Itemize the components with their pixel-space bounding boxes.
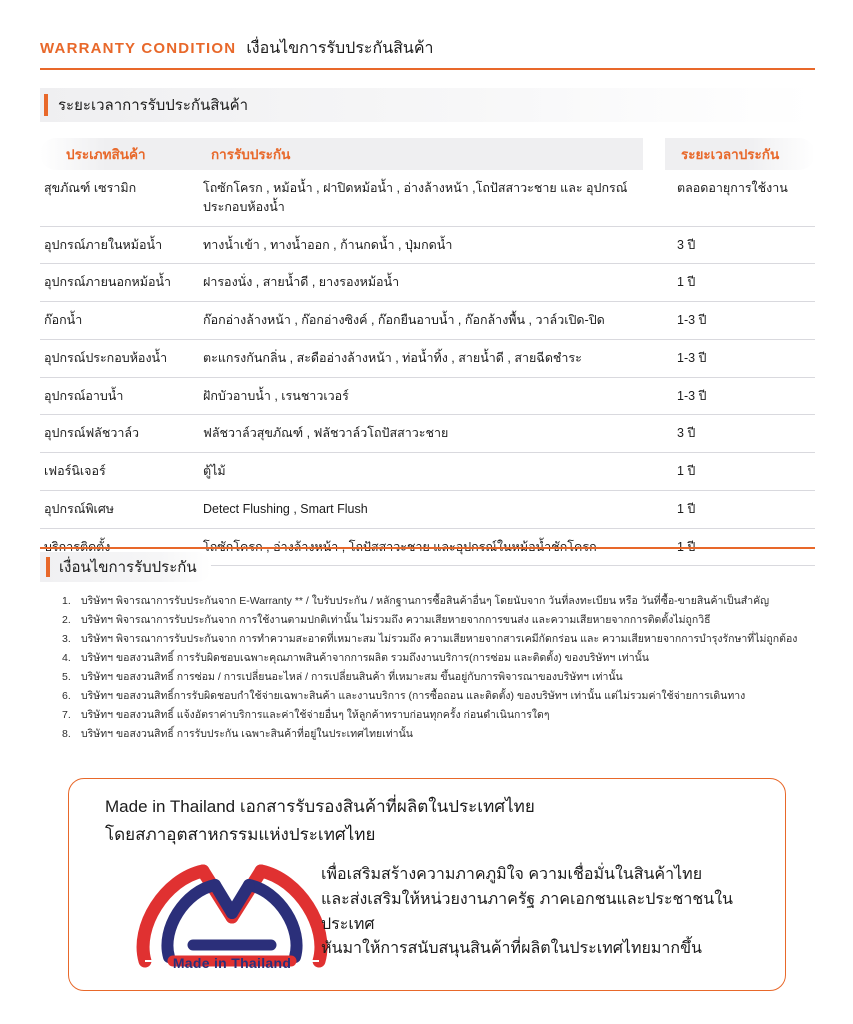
list-item-text: บริษัทฯ ขอสงวนสิทธิ์ การรับผิดชอบเฉพาะคุณภาพสินค้าจากการผลิต รวมถึงงานบริการ(การซ่อม และติดตั้ง) ของบริษัทฯ เท่านั้น [81,652,649,665]
mit-heading-line1: Made in Thailand เอกสารรับรองสินค้าที่ผลิตในประเทศไทย [105,797,535,816]
cell-period: 1 ปี [677,275,696,290]
mit-body-line1: เพื่อเสริมสร้างความภาคภูมิใจ ความเชื่อมั่นในสินค้าไทย [321,866,703,883]
list-item [62,691,822,702]
cell-type: ก๊อกน้ำ [44,313,83,327]
list-item [62,615,822,626]
mit-body-line3: หันมาให้การสนับสนุนสินค้าที่ผลิตในประเทศไทยมากขึ้น [321,940,702,958]
list-item-text: บริษัทฯ ขอสงวนสิทธิ์การรับผิดชอบกำใช้จ่ายเฉพาะสินค้า และงานบริการ (การซื้อถอน และติดตั้ง) ของบริษัทฯ เท่านั้น แต่ไม่รวมค่าใช้จ่ายการเดินทาง [81,690,746,703]
cell-type: อุปกรณ์ประกอบห้องน้ำ [44,350,168,365]
list-item-number: 8. [62,728,71,741]
list-item-text: บริษัทฯ พิจารณาการรับประกันจาก E-Warranty ** / ใบรับประกัน / หลักฐานการซื้อสินค้าอื่นๆ โดยนับจาก วันที่ลงทะเบียน หรือ วันที่ซื้อ-ขายสินค้าเป็นสำคัญ [81,595,770,607]
cell-period: 1 ปี [677,501,696,516]
list-item [62,710,822,721]
page-title-en: WARRANTY CONDITION [40,40,237,57]
cell-coverage: ตู้ไม้ [203,464,226,478]
table-row [40,170,815,227]
table-row [40,227,815,265]
mit-heading-line2: โดยสภาอุตสาหกรรมแห่งประเทศไทย [105,825,376,844]
table-row [40,453,815,491]
cell-coverage: ฟลัชวาล์วสุขภัณฑ์ , ฟลัชวาล์วโถปัสสาวะชาย [203,426,449,441]
conditions-list [62,596,822,748]
cell-type: อุปกรณ์ภายนอกหม้อน้ำ [44,275,172,290]
cell-coverage: ก๊อกอ่างล้างหน้า , ก๊อกอ่างซิงค์ , ก๊อกยืนอาบน้ำ , ก๊อกล้างพื้น , วาล์วเปิด-ปิด [203,313,605,327]
table-header-row [40,138,815,170]
list-item-text: บริษัทฯ ขอสงวนสิทธิ์ แจ้งอัตราค่าบริการและค่าใช้จ่ายอื่นๆ ให้ลูกค้าทราบก่อนทุกครั้ง ก่อนดำเนินการใดๆ [81,709,550,722]
cell-type: อุปกรณ์ภายในหม้อน้ำ [44,237,163,252]
cell-type: สุขภัณฑ์ เซรามิก [44,181,137,195]
cell-period: ตลอดอายุการใช้งาน [677,181,788,195]
cell-period: 1-3 ปี [677,388,707,403]
cell-period: 1 ปี [677,464,696,478]
list-item [62,653,822,664]
conditions-title: เงื่อนไขการรับประกัน [59,559,197,576]
list-item-text: บริษัทฯ ขอสงวนสิทธิ์ การรับประกัน เฉพาะสินค้าที่อยู่ในประเทศไทยเท่านั้น [81,728,413,741]
list-item [62,729,822,740]
list-item-text: บริษัทฯ พิจารณาการรับประกันจาก การทำความสะอาดที่เหมาะสม ไม่รวมถึง ความเสียหายจากสารเคมีกัดกร่อน และ ความเสียหายจากการบำรุงรักษาที่ไม่ถูกต้อง [81,633,798,646]
list-item-number: 6. [62,690,71,703]
column-header-coverage: การรับประกัน [203,138,643,170]
list-item [62,596,822,607]
list-item-number: 2. [62,614,71,627]
list-item-number: 4. [62,652,71,665]
page-header [40,36,434,61]
conditions-divider [40,547,815,549]
table-row [40,415,815,453]
accent-bar [44,94,48,116]
made-in-thailand-box [68,778,786,991]
table-row [40,491,815,529]
list-item-text: บริษัทฯ พิจารณาการรับประกันจาก การใช้งานตามปกติเท่านั้น ไม่รวมถึง ความเสียหายจากการขนส่ง และความเสียหายจากการติดตั้งไม่ถูกวิธี [81,614,711,627]
section-title-band [40,88,815,122]
table-row [40,264,815,302]
accent-bar [46,557,50,577]
cell-period: 1-3 ปี [677,313,707,327]
section-title: ระยะเวลาการรับประกันสินค้า [58,97,249,114]
list-item-number: 7. [62,709,71,722]
cell-coverage: Detect Flushing , Smart Flush [203,501,368,516]
header-divider [40,68,815,70]
list-item-number: 5. [62,671,71,684]
list-item-number: 3. [62,633,71,646]
cell-coverage: ตะแกรงกันกลิ่น , สะดืออ่างล้างหน้า , ท่อน้ำทิ้ง , สายน้ำดี , สายฉีดชำระ [203,350,582,365]
table-row [40,340,815,378]
cell-type: อุปกรณ์อาบน้ำ [44,388,124,403]
mit-logo-caption: Made in Thailand [172,955,292,971]
cell-type: เฟอร์นิเจอร์ [44,464,106,478]
table-row [40,302,815,340]
cell-period: 3 ปี [677,237,696,252]
mit-body-line2: และส่งเสริมให้หน่วยงานภาครัฐ ภาคเอกชนและประชาชนในประเทศ [321,890,733,933]
conditions-title-band [40,552,211,582]
cell-coverage: ฝารองนั่ง , สายน้ำดี , ยางรองหม้อน้ำ [203,275,400,290]
list-item-text: บริษัทฯ ขอสงวนสิทธิ์ การซ่อม / การเปลี่ยนอะไหล่ / การเปลี่ยนสินค้า ที่เหมาะสม ขึ้นอยู่กับการพิจารณาของบริษัทฯ เท่านั้น [81,671,623,684]
list-item [62,634,822,645]
cell-period: 3 ปี [677,426,696,441]
cell-type: อุปกรณ์พิเศษ [44,501,115,516]
list-item [62,672,822,683]
warranty-table [40,138,815,566]
column-header-type: ประเภทสินค้า [40,138,203,170]
list-item-number: 1. [62,595,71,607]
cell-coverage: ทางน้ำเข้า , ทางน้ำออก , ก้านกดน้ำ , ปุ่มกดน้ำ [203,237,453,252]
cell-type: อุปกรณ์ฟลัชวาล์ว [44,426,140,441]
column-header-period: ระยะเวลาประกัน [665,138,815,170]
cell-coverage: ฝักบัวอาบน้ำ , เรนชาวเวอร์ [203,388,349,403]
page-title-th: เงื่อนไขการรับประกันสินค้า [246,40,434,57]
table-row [40,378,815,416]
mit-body-text [321,863,771,962]
cell-period: 1-3 ปี [677,350,707,365]
cell-coverage: โถซักโครก , หม้อน้ำ , ฝาปิดหม้อน้ำ , อ่างล้างหน้า ,โถปัสสาวะชาย และ อุปกรณ์ประกอบห้องน้ำ [203,181,628,214]
